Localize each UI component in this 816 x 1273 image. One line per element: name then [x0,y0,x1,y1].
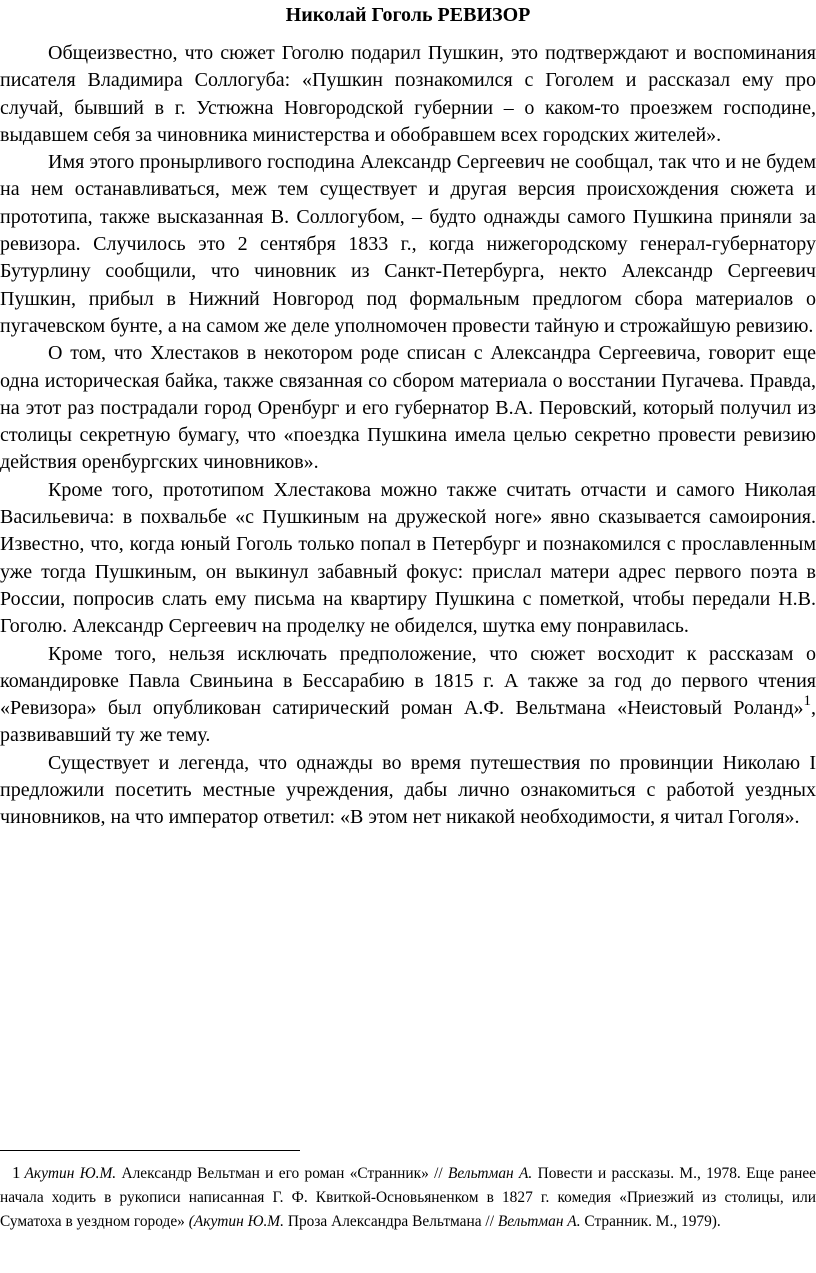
footnote-text-3: Проза Александра Вельтмана // [283,1213,498,1230]
footnote-reference[interactable]: 1 [803,693,811,710]
paragraph-1: Общеизвестно, что сюжет Гоголю подарил Пушкин, это подтверждают и воспоминания писателя Владимира Соллогуба: «Пушкин познакомился с Гоголем и рассказал ему про случай, бывший в г. Устюжна Новгородской губернии – о каком-то проезжем господине, выдавшем себя за чиновника министерства и обобравшем всех городских жителей». [0,42,816,146]
footnote-number: 1 [12,1163,21,1182]
footnote-author-1: Акутин Ю.М. [24,1165,117,1182]
footnote-separator [0,1150,300,1151]
paragraph-5 [0,641,816,750]
paragraph-6: Существует и легенда, что однажды во время путешествия по провинции Николаю I предложили посетить местные учреждения, дабы лично ознакомиться с работой уездных чиновников, на что император ответил: «В этом нет никакой необходимости, я читал Гоголя». [0,751,816,829]
footnote-author-2: Вельтман А. [448,1165,533,1182]
footnote-text [0,1161,816,1234]
paragraph-5-tail: , развивавший ту же тему. [0,697,816,747]
paragraph-3: О том, что Хлестаков в некотором роде списан с Александра Сергеевича, говорит еще одна историческая байка, также связанная со сбором материала о восстании Пугачева. Правда, на этот раз пострадали город Оренбург и его губернатор В.А. Перовский, который получил из столицы секретную бумагу, что «поездка Пушкина имела целью секретно провести ревизию действия оренбургских чиновников». [0,342,816,474]
footnote-text-1: Александр Вельтман и его роман «Странник» // [116,1165,449,1182]
footnote-text-2: Повести и рассказы. М., 1978. Еще ранее начала ходить в рукописи написанная Г. Ф. Квиткой-Основьяненком в 1827 г. комедия «Приезжий из столицы, или Суматоха в уездном городе» [0,1165,816,1230]
paragraph-4: Кроме того, прототипом Хлестакова можно также считать отчасти и самого Николая Васильевича: в похвальбе «с Пушкиным на дружеской ноге» явно сказывается самоирония. Известно, что, когда юный Гоголь только попал в Петербург и познакомился с прославленным уже тогда Пушкиным, он выкинул забавный фокус: прислал матери адрес первого поэта в России, попросив слать ему письма на квартиру Пушкина с пометкой, чтобы передали Н.В. Гоголю. Александр Сергеевич на проделку не обиделся, шутка ему понравилась. [0,478,816,638]
footnote-author-3: (Акутин Ю.М. [188,1213,284,1230]
paragraph-5-text: Кроме того, нельзя исключать предположение, что сюжет восходит к рассказам о командировке Павла Свиньина в Бессарабию в 1815 г. А также за год до первого чтения «Ревизора» был опубликован сатирический роман А.Ф. Вельтмана «Неистовый Роланд» [0,642,816,720]
footnote-author-4: Вельтман А. [497,1213,581,1230]
paragraph-2: Имя этого пронырливого господина Александр Сергеевич не сообщал, так что и не будем на нем останавливаться, меж тем существует и другая версия происхождения сюжета и прототипа, также высказанная В. Соллогубом, – будто однажды самого Пушкина приняли за ревизора. Случилось это 2 сентября 1833 г., когда нижегородскому генерал-губернатору Бутурлину сообщили, что чиновник из Санкт-Петербурга, некто Александр Сергеевич Пушкин, прибыл в Нижний Новгород под формальным предлогом сбора материалов о пугачевском бунте, а на самом же деле уполномочен провести тайную и строжайшую ревизию. [0,151,816,337]
footnote [0,1161,816,1234]
footnote-text-4: Странник. М., 1979). [580,1213,721,1230]
document-title: Николай Гоголь РЕВИЗОР [285,4,531,26]
document-body [0,40,816,832]
